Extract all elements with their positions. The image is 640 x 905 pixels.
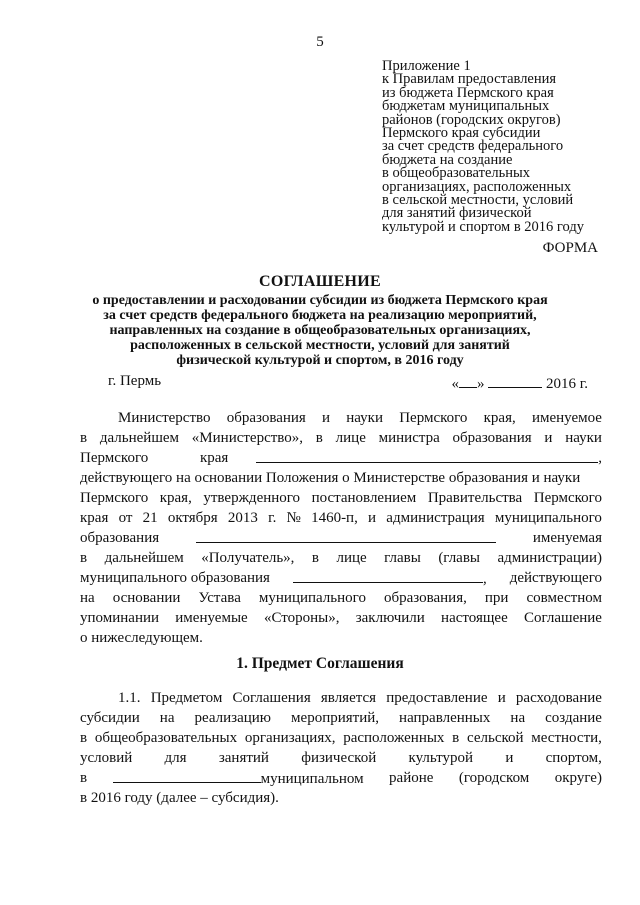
district-blank <box>113 768 261 783</box>
word: «Министерство», <box>191 430 304 446</box>
word: образования <box>226 410 306 426</box>
document-title: СОГЛАШЕНИЕ <box>258 273 382 290</box>
word: в <box>80 550 88 566</box>
word: создание <box>545 710 602 726</box>
appendix-line: из бюджета Пермского края <box>382 84 554 101</box>
section-1-line-4 <box>80 748 602 768</box>
word: реализацию <box>194 710 272 726</box>
appendix-line: в сельской местности, условий <box>382 192 574 209</box>
word: № <box>286 510 301 526</box>
subtitle-line: направленных на создание в общеобразовательных организациях, <box>109 323 531 338</box>
word: мероприятий, <box>291 710 380 726</box>
word: на <box>80 590 95 606</box>
section-1-line-5 <box>80 768 602 788</box>
word: и <box>497 690 506 706</box>
word: совместном <box>526 590 602 606</box>
word: главы <box>384 550 421 566</box>
appendix-line: районов (городских округов) <box>382 111 561 128</box>
word: спортом, <box>545 750 602 766</box>
municipality-blank <box>196 528 496 543</box>
preamble-line-2 <box>80 428 602 448</box>
section-1-line-3 <box>80 728 602 748</box>
word: от <box>118 510 133 526</box>
word: Правительства <box>427 490 523 506</box>
word: округе) <box>554 770 602 786</box>
appendix-line: культурой и спортом в 2016 году <box>382 218 584 235</box>
word: на <box>510 710 526 726</box>
minister-name-blank <box>256 448 598 463</box>
date-open-quote: « <box>451 376 460 392</box>
word: Министерство <box>118 410 211 426</box>
preamble-line-6 <box>80 508 602 528</box>
word: направленных <box>399 710 491 726</box>
preamble-line-7 <box>80 528 602 548</box>
date-close-quote: » <box>477 376 485 392</box>
word: постановлением <box>311 490 417 506</box>
spacer <box>228 448 256 468</box>
word: края, <box>483 410 516 426</box>
appendix-line: организациях, расположенных <box>382 178 572 195</box>
date-field <box>452 373 588 393</box>
word: , <box>598 450 602 466</box>
word: районе <box>389 770 434 786</box>
section-1-body <box>80 688 602 808</box>
word: 1460-п, <box>311 510 358 526</box>
preamble-line-10 <box>80 588 602 608</box>
appendix-line: Приложение 1 <box>382 58 471 74</box>
section-1-line-6: в 2016 году (далее – субсидия). <box>80 790 279 806</box>
page-number: 5 <box>316 34 324 50</box>
subtitle-line: за счет средств федерального бюджета на реализацию мероприятий, <box>103 308 537 323</box>
word: Предметом <box>150 690 223 706</box>
word: образования <box>452 430 532 446</box>
word: именуемая <box>532 530 602 546</box>
document-subtitle <box>0 293 640 368</box>
spacer <box>148 448 200 468</box>
preamble-line-9 <box>80 568 602 588</box>
word: 1.1. <box>118 690 141 706</box>
word: заключили <box>355 610 425 626</box>
word: настоящее <box>441 610 508 626</box>
word: физической <box>301 750 377 766</box>
word: утвержденного <box>203 490 301 506</box>
word: условий <box>80 750 133 766</box>
word: муниципального образования <box>80 570 270 586</box>
preamble-line-11 <box>80 608 602 628</box>
word: Пермского <box>399 410 468 426</box>
word: «Стороны», <box>263 610 340 626</box>
word: в <box>80 430 88 446</box>
word: науки <box>346 410 383 426</box>
day-blank <box>459 373 477 388</box>
appendix-block <box>382 60 622 234</box>
word: Пермского <box>533 490 602 506</box>
date-year: 2016 г. <box>546 376 588 392</box>
preamble-line-8 <box>80 548 602 568</box>
appendix-line: бюджетам муниципальных <box>382 98 550 115</box>
word: (главы <box>438 550 481 566</box>
appendix-line: за счет средств федерального <box>382 138 564 155</box>
word: расположенных <box>343 730 445 746</box>
word: лице <box>335 430 366 446</box>
word: октября <box>167 510 218 526</box>
word: лице <box>336 550 367 566</box>
word: администрации) <box>497 550 602 566</box>
word: занятий <box>218 750 269 766</box>
appendix-line: Пермского края субсидии <box>382 125 541 142</box>
word: именуемые <box>175 610 248 626</box>
word: администрация <box>386 510 485 526</box>
word: в <box>80 770 88 786</box>
word: «Получатель», <box>201 550 295 566</box>
word: местности, <box>531 730 602 746</box>
word: муниципального <box>494 510 602 526</box>
word: именуемое <box>531 410 602 426</box>
preamble-line-1 <box>80 408 602 428</box>
word: Соглашения <box>232 690 311 706</box>
word: 21 <box>142 510 158 526</box>
word: образования, <box>383 590 467 606</box>
word: и <box>368 510 377 526</box>
word: края <box>199 450 229 466</box>
word: является <box>320 690 377 706</box>
word: края <box>80 510 109 526</box>
appendix-line: к Правилам предоставления <box>382 71 557 88</box>
word: и <box>544 430 553 446</box>
word: Соглашение <box>523 610 602 626</box>
subtitle-line: физической культурой и спортом, в 2016 году <box>176 353 464 368</box>
word: организациях, <box>244 730 336 746</box>
word: Устава <box>198 590 241 606</box>
appendix-line: бюджета на создание <box>382 151 513 168</box>
appendix-line: для занятий физической <box>382 205 532 222</box>
word: и <box>322 410 331 426</box>
appendix-line: в общеобразовательных <box>382 165 530 182</box>
preamble-line-3 <box>80 448 602 468</box>
head-name-blank <box>293 568 483 583</box>
word: края, <box>159 490 192 506</box>
word: дальнейшем <box>104 550 184 566</box>
word: образования <box>80 530 160 546</box>
preamble <box>80 408 602 648</box>
section-1-title: 1. Предмет Соглашения <box>236 655 404 672</box>
preamble-line-5 <box>80 488 602 508</box>
place: г. Пермь <box>108 373 162 389</box>
word: культурой <box>408 750 474 766</box>
word: 2013 <box>227 510 258 526</box>
month-blank <box>488 373 542 388</box>
word: расходование <box>515 690 602 706</box>
word: муниципальном <box>260 771 364 787</box>
subtitle-line: расположенных в сельской местности, условий для занятий <box>130 338 510 353</box>
word: сельской <box>467 730 524 746</box>
word: г. <box>268 510 277 526</box>
word: в <box>80 730 88 746</box>
word: в <box>452 730 460 746</box>
word: и <box>505 750 514 766</box>
form-label: ФОРМА <box>542 240 598 256</box>
word: основании <box>112 590 181 606</box>
word: министра <box>378 430 440 446</box>
word: субсидии <box>80 710 140 726</box>
word: науки <box>565 430 602 446</box>
word: общеобразовательных <box>94 730 238 746</box>
preamble-line-12: о нижеследующем. <box>80 630 203 646</box>
word: , <box>482 571 487 587</box>
word: действующего <box>509 570 602 586</box>
word: упоминании <box>80 610 160 626</box>
word: при <box>484 590 509 606</box>
word: (городском <box>458 770 530 786</box>
word: Пермского <box>80 450 149 466</box>
word: дальнейшем <box>99 430 180 446</box>
preamble-line-4: действующего на основании Положения о Министерстве образования и науки <box>80 470 581 486</box>
word: предоставление <box>386 690 488 706</box>
word: муниципального <box>258 590 366 606</box>
word: в <box>315 430 323 446</box>
section-1-line-1 <box>80 688 602 708</box>
word: в <box>311 550 319 566</box>
word: для <box>164 750 187 766</box>
word: на <box>159 710 175 726</box>
word: Пермского <box>80 490 149 506</box>
section-1-line-2 <box>80 708 602 728</box>
subtitle-line: о предоставлении и расходовании субсидии из бюджета Пермского края <box>92 293 548 308</box>
